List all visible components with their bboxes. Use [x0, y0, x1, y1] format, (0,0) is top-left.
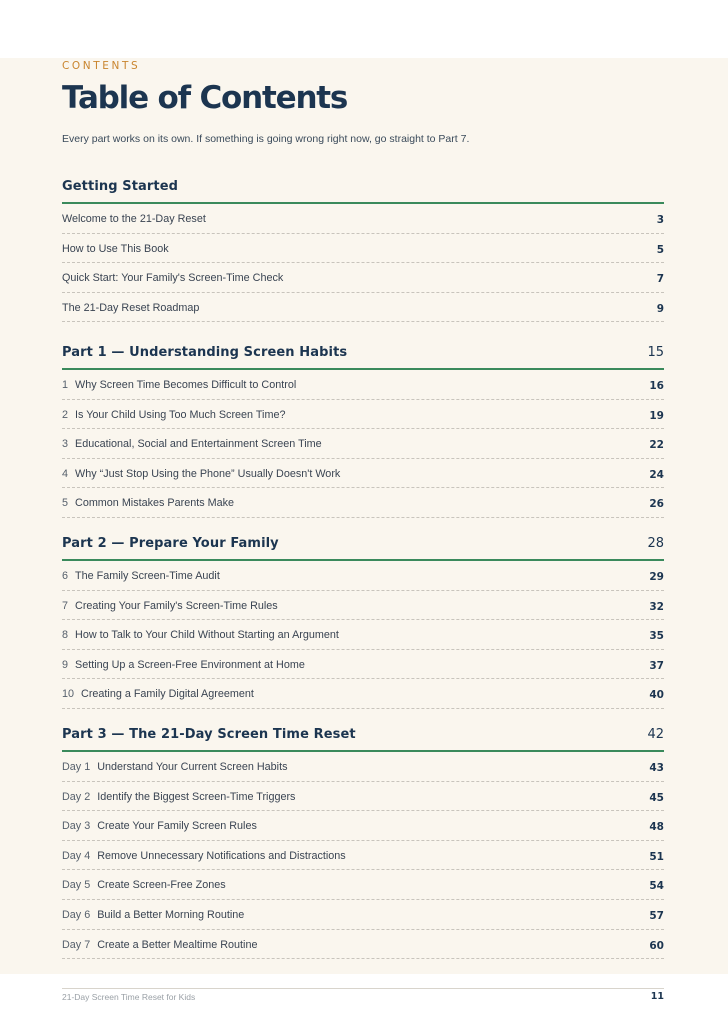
entry-page: 26 [649, 498, 664, 511]
section-header [62, 535, 664, 561]
entry-number: 1 [62, 379, 69, 391]
entry-number: Day 3 [62, 820, 91, 833]
entry-page: 22 [649, 439, 664, 452]
section-getting-started [62, 178, 664, 322]
entry-number: 6 [62, 570, 69, 582]
toc-entry[interactable] [62, 782, 664, 812]
entry-page: 24 [649, 468, 664, 481]
entry-label: Day 1 Understand Your Current Screen Habits [62, 761, 288, 773]
toc-entry[interactable] [62, 204, 664, 234]
section-part-1 [62, 344, 664, 518]
entry-page: 16 [649, 380, 664, 392]
entry-label: 10 Creating a Family Digital Agreement [62, 688, 254, 701]
toc-entry[interactable] [62, 679, 664, 709]
entry-number: 7 [62, 599, 69, 612]
toc-entry[interactable] [62, 234, 664, 264]
section-title: Getting Started [62, 179, 179, 194]
footer-book-title: 21-Day Screen Time Reset for Kids [62, 992, 196, 1002]
entry-page: 43 [649, 762, 664, 774]
entry-label: How to Use This Book [62, 242, 169, 255]
entry-label: The 21-Day Reset Roadmap [62, 301, 200, 314]
section-part-3 [62, 726, 664, 959]
entry-label: Quick Start: Your Family's Screen-Time Check [62, 272, 284, 285]
entry-label: Day 5 Create Screen-Free Zones [62, 879, 226, 892]
entry-label: 7 Creating Your Family's Screen-Time Rules [62, 599, 278, 612]
entry-page: 48 [649, 821, 664, 834]
entry-label: Day 3 Create Your Family Screen Rules [62, 820, 257, 833]
entry-page: 54 [649, 880, 664, 893]
entry-number: Day 4 [62, 849, 91, 862]
entry-label: Welcome to the 21-Day Reset [62, 213, 206, 225]
entry-label: 4 Why “Just Stop Using the Phone” Usually Doesn't Work [62, 467, 341, 480]
intro-text: Every part works on its own. If something is going wrong right now, go straight to Part 7. [62, 133, 470, 145]
toc-entry[interactable] [62, 561, 664, 591]
entry-number: Day 5 [62, 879, 91, 892]
entry-label: Day 2 Identify the Biggest Screen-Time Triggers [62, 790, 296, 803]
entry-page: 3 [656, 214, 664, 226]
toc-entry[interactable] [62, 591, 664, 621]
entry-page: 57 [649, 909, 664, 922]
eyebrow-label: CONTENTS [62, 60, 141, 72]
section-part-2 [62, 535, 664, 709]
toc-entry[interactable] [62, 841, 664, 871]
toc-entry[interactable] [62, 263, 664, 293]
entry-page: 37 [649, 659, 664, 672]
entry-page: 7 [656, 273, 664, 286]
section-title: Part 1 — Understanding Screen Habits [62, 345, 348, 360]
entry-label: Day 7 Create a Better Mealtime Routine [62, 938, 258, 951]
bottom-margin [0, 974, 728, 1030]
entry-page: 35 [649, 630, 664, 643]
entry-label: Day 4 Remove Unnecessary Notifications and Distractions [62, 849, 346, 862]
entry-number: Day 6 [62, 908, 91, 921]
entry-page: 5 [656, 243, 664, 256]
toc-entry[interactable] [62, 488, 664, 518]
entry-label: 2 Is Your Child Using Too Much Screen Time? [62, 408, 286, 421]
entry-label: 6 The Family Screen-Time Audit [62, 570, 220, 582]
top-margin [0, 0, 728, 58]
section-header [62, 344, 664, 370]
section-page: 15 [647, 345, 664, 360]
entry-label: 8 How to Talk to Your Child Without Starting an Argument [62, 629, 339, 642]
entry-number: Day 1 [62, 761, 91, 773]
entry-number: Day 2 [62, 790, 91, 803]
entry-page: 9 [656, 302, 664, 315]
entry-label: 9 Setting Up a Screen-Free Environment at Home [62, 658, 305, 671]
entry-number: 10 [62, 688, 75, 701]
page-title: Table of Contents [62, 80, 348, 116]
toc-entry[interactable] [62, 400, 664, 430]
toc-entry[interactable] [62, 752, 664, 782]
toc-entry[interactable] [62, 811, 664, 841]
section-header [62, 726, 664, 752]
toc-entry[interactable] [62, 459, 664, 489]
entry-number: 2 [62, 408, 69, 421]
footer-divider [62, 988, 664, 989]
entry-number: 9 [62, 658, 69, 671]
entry-page: 29 [649, 571, 664, 583]
toc-entry[interactable] [62, 293, 664, 323]
entry-number: Day 7 [62, 938, 91, 951]
entry-number: 8 [62, 629, 69, 642]
section-title: Part 3 — The 21-Day Screen Time Reset [62, 727, 356, 742]
entry-label: 1 Why Screen Time Becomes Difficult to Control [62, 379, 297, 391]
toc-entry[interactable] [62, 930, 664, 960]
toc-entry[interactable] [62, 370, 664, 400]
entry-label: Day 6 Build a Better Morning Routine [62, 908, 245, 921]
toc-entry[interactable] [62, 429, 664, 459]
toc-entry[interactable] [62, 620, 664, 650]
section-page: 28 [647, 536, 664, 551]
entry-page: 51 [649, 850, 664, 863]
entry-number: 5 [62, 497, 69, 510]
entry-label: 3 Educational, Social and Entertainment Screen Time [62, 438, 322, 451]
entry-number: 3 [62, 438, 69, 451]
entry-page: 45 [649, 791, 664, 804]
entry-page: 60 [649, 939, 664, 952]
section-header [62, 178, 664, 204]
toc-entry[interactable] [62, 900, 664, 930]
entry-number: 4 [62, 467, 69, 480]
section-page: 42 [647, 727, 664, 742]
toc-entry[interactable] [62, 870, 664, 900]
entry-page: 19 [649, 409, 664, 422]
section-title: Part 2 — Prepare Your Family [62, 536, 279, 551]
footer-page-number: 11 [650, 991, 664, 1002]
entry-page: 40 [649, 689, 664, 702]
toc-entry[interactable] [62, 650, 664, 680]
entry-page: 32 [649, 600, 664, 613]
entry-label: 5 Common Mistakes Parents Make [62, 497, 235, 510]
